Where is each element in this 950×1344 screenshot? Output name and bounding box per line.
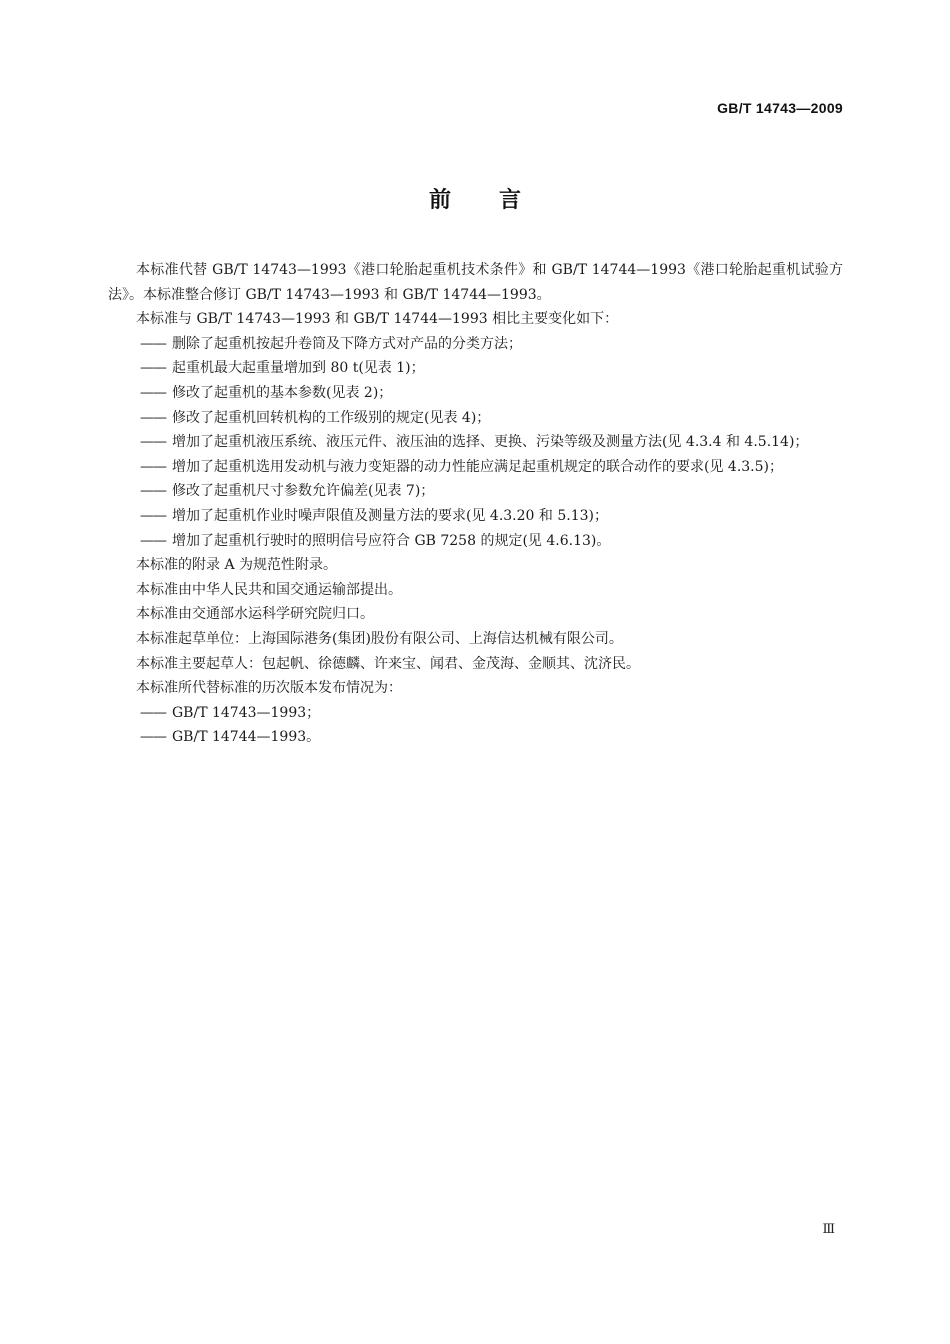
change-item bbox=[108, 529, 843, 554]
history-item bbox=[108, 725, 843, 750]
dash-marker: —— bbox=[140, 507, 166, 524]
change-item-text: 增加了起重机作业时噪声限值及测量方法的要求(见 4.3.20 和 5.13)； bbox=[172, 507, 608, 524]
info-paragraph: 本标准起草单位：上海国际港务(集团)股份有限公司、上海信达机械有限公司。 bbox=[136, 630, 623, 647]
dash-marker: —— bbox=[140, 729, 166, 746]
history-item-text: GB/T 14743—1993； bbox=[172, 704, 321, 721]
standard-code-header: GB/T 14743—2009 bbox=[717, 100, 843, 116]
change-item bbox=[108, 479, 843, 504]
change-item-text: 增加了起重机行驶时的照明信号应符合 GB 7258 的规定(见 4.6.13)。 bbox=[172, 532, 611, 549]
dash-marker: —— bbox=[140, 704, 166, 721]
info-paragraph: 本标准主要起草人：包起帆、徐德麟、许来宝、闻君、金茂海、金顺其、沈济民。 bbox=[136, 655, 640, 672]
intro-paragraph: 本标准与 GB/T 14743—1993 和 GB/T 14744—1993 相比主要变化如下： bbox=[136, 311, 619, 328]
document-body bbox=[108, 258, 843, 750]
dash-marker: —— bbox=[140, 532, 166, 549]
change-item bbox=[108, 455, 843, 480]
change-item-text: 删除了起重机按起升卷筒及下降方式对产品的分类方法； bbox=[172, 335, 522, 352]
dash-marker: —— bbox=[140, 384, 166, 401]
info-paragraph: 本标准所代替标准的历次版本发布情况为： bbox=[136, 680, 402, 697]
change-item-text: 增加了起重机选用发动机与液力变矩器的动力性能应满足起重机规定的联合动作的要求(见 4.3.5)； bbox=[172, 458, 783, 475]
page-title: 前言 bbox=[428, 188, 569, 213]
info-paragraph: 本标准由交通部水运科学研究院归口。 bbox=[136, 606, 374, 623]
change-item-text: 起重机最大起重量增加到 80 t(见表 1)； bbox=[172, 360, 425, 377]
change-item bbox=[108, 381, 843, 406]
change-item-text: 修改了起重机的基本参数(见表 2)； bbox=[172, 384, 393, 401]
dash-marker: —— bbox=[140, 483, 166, 500]
history-item-text: GB/T 14744—1993。 bbox=[172, 729, 321, 746]
dash-marker: —— bbox=[140, 409, 166, 426]
page-number: Ⅲ bbox=[822, 1222, 835, 1237]
dash-marker: —— bbox=[140, 335, 166, 352]
dash-marker: —— bbox=[140, 360, 166, 377]
change-item bbox=[108, 406, 843, 431]
info-paragraph: 本标准由中华人民共和国交通运输部提出。 bbox=[136, 581, 402, 598]
change-item-text: 增加了起重机液压系统、液压元件、液压油的选择、更换、污染等级及测量方法(见 4.3.4 和 4.5.14)； bbox=[172, 434, 809, 451]
intro-paragraph: 本标准代替 GB/T 14743—1993《港口轮胎起重机技术条件》和 GB/T 14744—1993《港口轮胎起重机试验方法》。本标准整合修订 GB/T 14743—1993 和 GB/T 14744—1993。 bbox=[108, 262, 843, 303]
change-item bbox=[108, 356, 843, 381]
change-item-text: 修改了起重机尺寸参数允许偏差(见表 7)； bbox=[172, 483, 435, 500]
dash-marker: —— bbox=[140, 458, 166, 475]
change-item bbox=[108, 504, 843, 529]
history-item bbox=[108, 701, 843, 726]
change-item bbox=[108, 430, 843, 455]
info-paragraph: 本标准的附录 A 为规范性附录。 bbox=[136, 557, 338, 574]
dash-marker: —— bbox=[140, 434, 166, 451]
change-item bbox=[108, 332, 843, 357]
change-item-text: 修改了起重机回转机构的工作级别的规定(见表 4)； bbox=[172, 409, 491, 426]
